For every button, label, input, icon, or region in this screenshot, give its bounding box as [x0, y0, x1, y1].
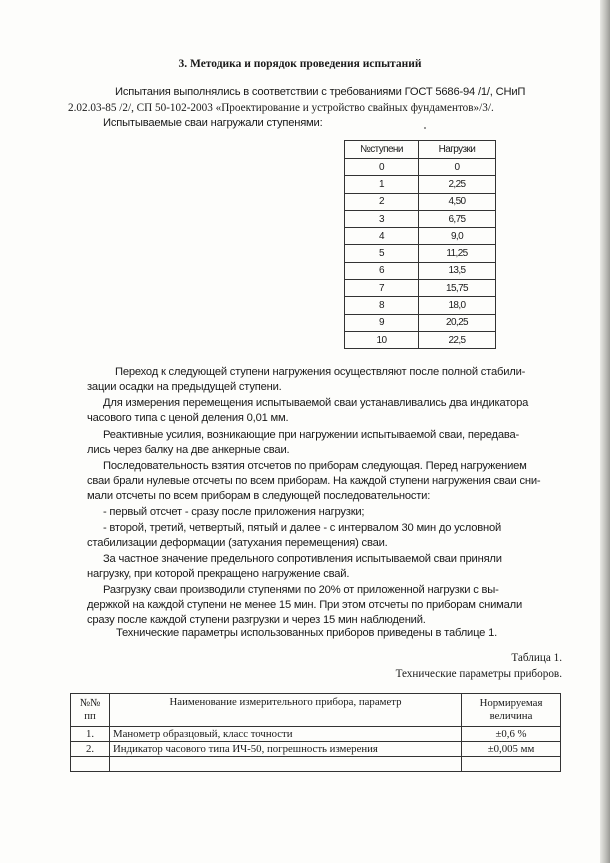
header-number-line-1: №№ [79, 697, 101, 709]
list-item-first-reading: - первый отсчет - сразу после приложения нагрузки; [103, 506, 365, 518]
load-cell: 11,25 [419, 245, 496, 262]
load-cell: 4,50 [419, 193, 496, 210]
header-number-line-2: пп [84, 710, 96, 722]
device-value-cell [462, 757, 561, 772]
paragraph-8-line-3: сразу после каждой ступени разгрузки и через 15 мин наблюдений. [87, 614, 426, 626]
header-device-name [110, 694, 462, 727]
table-row [345, 280, 496, 297]
step-cell: 4 [345, 228, 419, 245]
load-cell: 18,0 [419, 297, 496, 314]
load-cell: 13,5 [419, 262, 496, 279]
step-cell: 6 [345, 262, 419, 279]
header-device-name-text: Наименование измерительного прибора, параметр [169, 696, 402, 708]
step-cell: 10 [345, 331, 419, 348]
load-cell: 15,75 [419, 280, 496, 297]
intro-line-1: Испытания выполнялись в соответствии с требованиями ГОСТ 5686-94 /1/, СНиП [115, 86, 526, 98]
step-cell: 2 [345, 193, 419, 210]
table-header-row [345, 141, 496, 159]
paragraph-9-line-1: Технические параметры использованных приборов приведены в таблице 1. [116, 627, 498, 639]
step-cell: 8 [345, 297, 419, 314]
scan-speck [424, 127, 426, 129]
step-cell: 0 [345, 159, 419, 176]
paragraph-8-line-1: Разгрузку сваи производили ступенями по 20% от приложенной нагрузки с вы- [103, 584, 499, 596]
table-header-row [71, 694, 561, 727]
table-row [345, 297, 496, 314]
load-cell: 9,0 [419, 228, 496, 245]
table-row [345, 331, 496, 348]
paragraph-3-line-2: лись через балку на две анкерные сваи. [87, 444, 290, 456]
table-caption-title: Технические параметры приборов. [395, 668, 562, 680]
header-step-number: №ступени [345, 141, 419, 159]
device-value-cell: ±0,6 % [462, 727, 561, 742]
device-value-cell: ±0,005 мм [462, 742, 561, 757]
table-row [345, 314, 496, 331]
header-value-line-2: величина [489, 710, 533, 722]
row-number-cell: 1. [71, 727, 110, 742]
paragraph-1-line-1: Переход к следующей ступени нагружения осуществляют после полной стабили- [115, 366, 526, 378]
table-row [345, 193, 496, 210]
list-item-next-readings-line-2: стабилизации деформации (затухания перемещения) сваи. [87, 537, 388, 549]
paragraph-8-line-2: держкой на каждой ступени не менее 15 мин. При этом отсчеты по приборам снимали [87, 599, 523, 611]
table-row [345, 228, 496, 245]
header-number [71, 694, 110, 727]
load-steps-table [344, 140, 496, 349]
table-row [71, 742, 561, 757]
paragraph-1-line-2: зации осадки на предыдущей ступени. [87, 381, 282, 393]
device-name-cell [110, 757, 462, 772]
table-row [345, 210, 496, 227]
load-cell: 0 [419, 159, 496, 176]
devices-table [70, 693, 561, 772]
paragraph-3-line-1: Реактивные усилия, возникающие при нагружении испытываемой сваи, передава- [103, 429, 520, 441]
header-loads: Нагрузки [419, 141, 496, 159]
device-name-cell: Индикатор часового типа ИЧ-50, погрешность измерения [110, 742, 462, 757]
paragraph-2-line-2: часового типа с ценой деления 0,01 мм. [87, 412, 289, 424]
step-cell: 9 [345, 314, 419, 331]
list-item-next-readings-line-1: - второй, третий, четвертый, пятый и далее - с интервалом 30 мин до условной [103, 522, 502, 534]
step-cell: 7 [345, 280, 419, 297]
row-number-cell: 2. [71, 742, 110, 757]
table-row [345, 245, 496, 262]
load-cell: 2,25 [419, 176, 496, 193]
section-title: 3. Методика и порядок проведения испытаний [178, 58, 422, 70]
table-row [345, 159, 496, 176]
table-caption-number: Таблица 1. [511, 652, 562, 664]
header-value-line-1: Нормируемая [479, 697, 543, 709]
paragraph-7-line-2: нагрузку, при которой прекращено нагружение свай. [87, 568, 350, 580]
table-row [345, 262, 496, 279]
step-cell: 3 [345, 210, 419, 227]
paragraph-4-line-2: сваи брали нулевые отсчеты по всем приборам. На каждой ступени нагружения сваи сни- [87, 475, 541, 487]
table-row [345, 176, 496, 193]
intro-line-3: Испытываемые сваи нагружали ступенями: [103, 117, 323, 129]
step-cell: 5 [345, 245, 419, 262]
paragraph-2-line-1: Для измерения перемещения испытываемой сваи устанавливались два индикатора [103, 397, 529, 409]
paragraph-4-line-1: Последовательность взятия отсчетов по приборам следующая. Перед нагружением [103, 460, 527, 472]
scan-edge-shadow [600, 0, 610, 863]
paragraph-4-line-3: мали отсчеты по всем приборам в следующей последовательности: [87, 490, 431, 502]
table-row [71, 727, 561, 742]
load-cell: 20,25 [419, 314, 496, 331]
load-cell: 22,5 [419, 331, 496, 348]
table-row [71, 757, 561, 772]
step-cell: 1 [345, 176, 419, 193]
load-cell: 6,75 [419, 210, 496, 227]
paragraph-7-line-1: За частное значение предельного сопротивления испытываемой сваи приняли [103, 553, 502, 565]
header-normalized-value [462, 694, 561, 727]
intro-line-2: 2.02.03-85 /2/, СП 50-102-2003 «Проектирование и устройство свайных фундаментов»/3/. [68, 102, 494, 114]
device-name-cell: Манометр образцовый, класс точности [110, 727, 462, 742]
row-number-cell [71, 757, 110, 772]
